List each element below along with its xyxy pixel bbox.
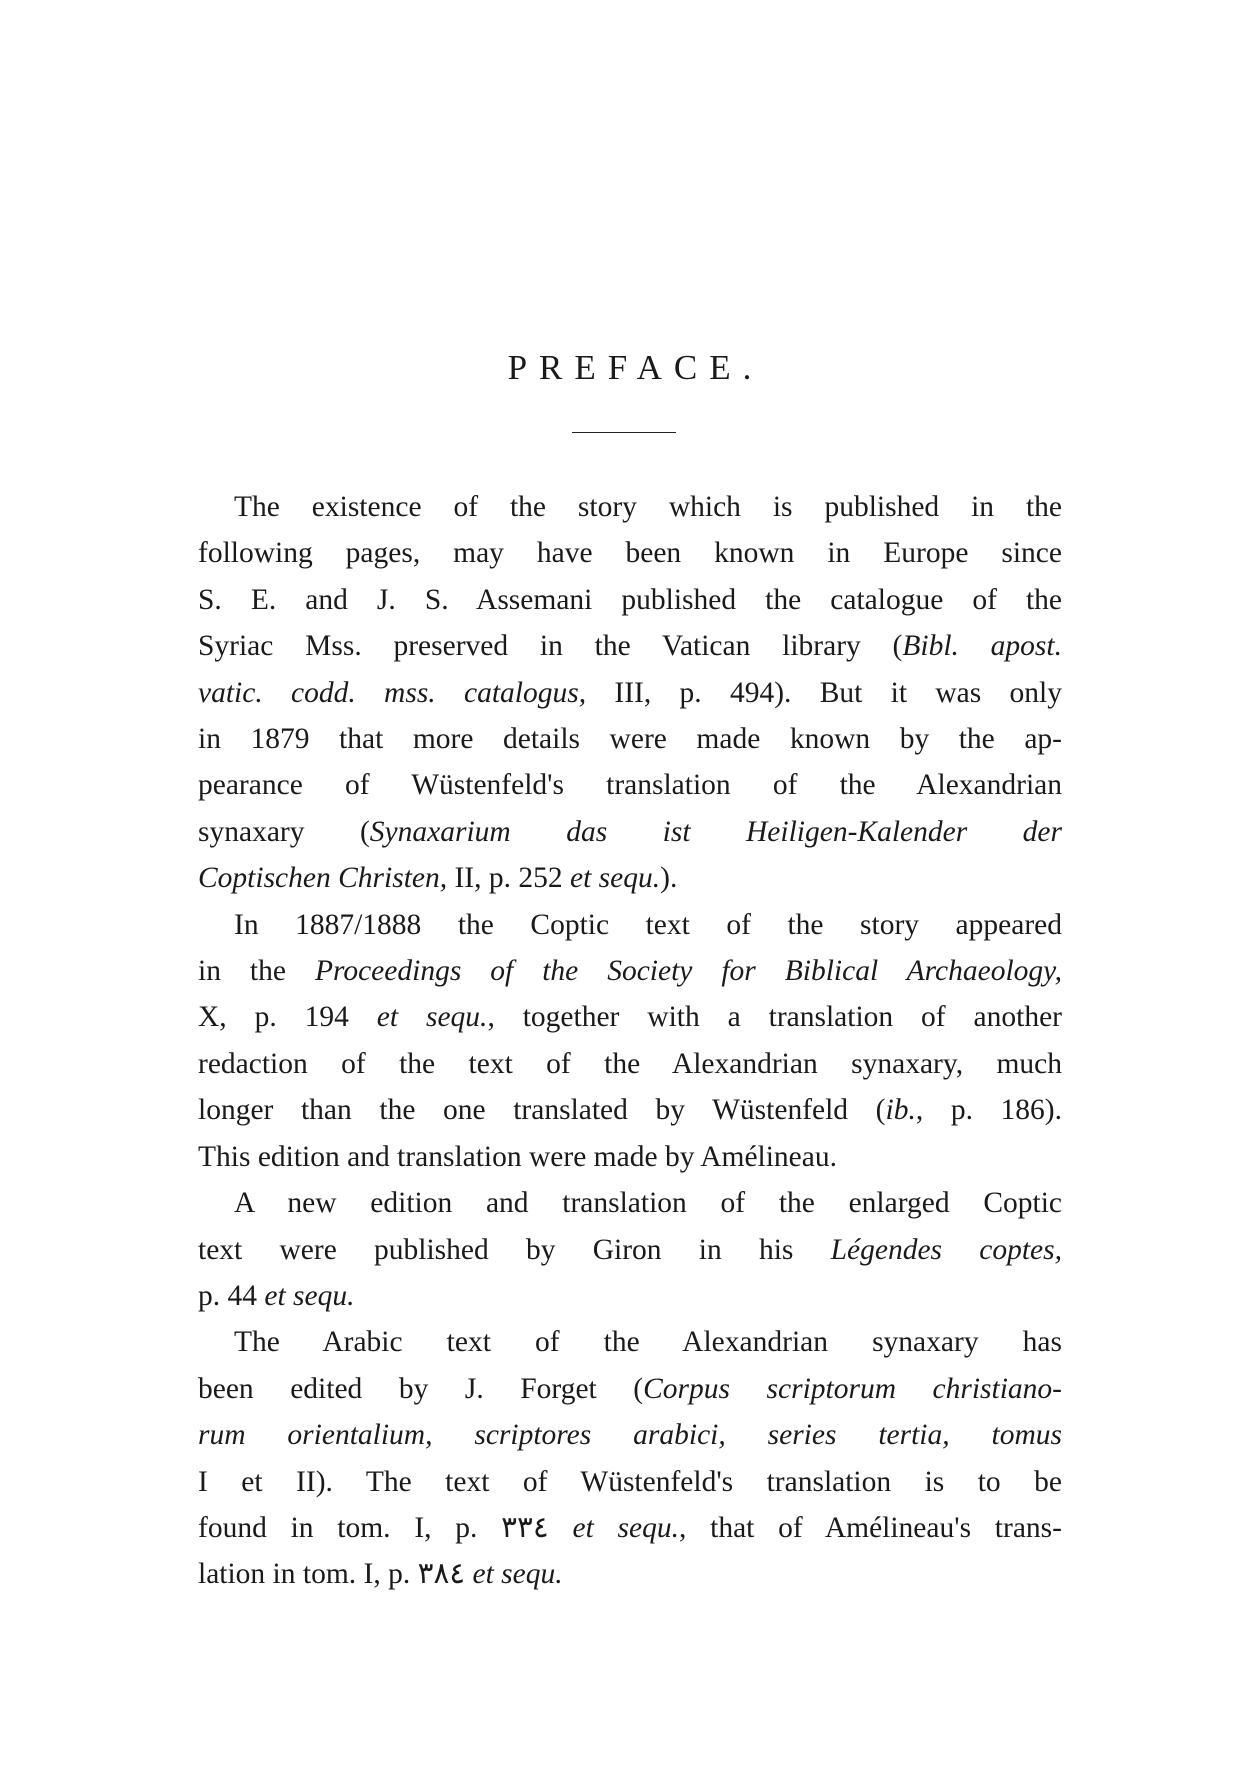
- text-line: [198, 902, 1062, 948]
- text-run: I et II). The text of Wüstenfeld's translation is to be: [198, 1465, 1062, 1498]
- text-line: [198, 623, 1062, 669]
- italic-text: et sequ.: [264, 1279, 355, 1312]
- text-line: [198, 1041, 1062, 1087]
- text-run: synaxary (: [198, 815, 370, 848]
- preface-paragraph: [198, 484, 1062, 902]
- italic-text: ib.: [885, 1094, 916, 1127]
- text-run: II, p. 252: [447, 862, 571, 895]
- text-line: [198, 762, 1062, 808]
- text-line: [198, 1412, 1062, 1458]
- italic-text: Synaxarium das ist Heiligen-Kalender der: [369, 815, 1062, 848]
- text-run: longer than the one translated by Wüstenfeld (: [198, 1094, 886, 1127]
- text-run: In 1887/1888 the Coptic text of the story appeared: [234, 908, 1062, 941]
- text-line: [198, 530, 1062, 576]
- italic-text: Coptischen Christen,: [198, 862, 448, 895]
- text-run: , p. 186).: [915, 1094, 1062, 1127]
- italic-text: Corpus scriptorum christiano-: [643, 1372, 1062, 1405]
- text-run: Syriac Mss. preserved in the Vatican library (: [198, 630, 903, 663]
- text-run: in 1879 that more details were made known by the ap-: [198, 723, 1062, 756]
- text-run: redaction of the text of the Alexandrian synaxary, much: [198, 1047, 1062, 1080]
- text-run: This edition and translation were made by Amélineau.: [198, 1140, 837, 1173]
- text-run: found in tom. I, p. ٣٣٤: [198, 1511, 573, 1544]
- text-line: [198, 1459, 1062, 1505]
- text-run: X, p. 194: [198, 1001, 377, 1034]
- text-line: [198, 948, 1062, 994]
- preface-paragraph: [198, 1319, 1062, 1597]
- preface-paragraph: [198, 1180, 1062, 1319]
- preface-body: [198, 484, 1062, 1598]
- text-run: S. E. and J. S. Assemani published the catalogue of the: [198, 583, 1062, 616]
- text-line: [198, 809, 1062, 855]
- text-run: p. 44: [198, 1279, 265, 1312]
- text-run: pearance of Wüstenfeld's translation of the Alexandrian: [198, 769, 1062, 802]
- italic-text: Légendes coptes,: [830, 1233, 1062, 1266]
- text-run: lation in tom. I, p. ٣٨٤: [198, 1558, 473, 1591]
- text-line: [198, 484, 1062, 530]
- text-run: in the: [198, 955, 315, 988]
- text-line: [198, 1180, 1062, 1226]
- text-line: [198, 1087, 1062, 1133]
- text-run: following pages, may have been known in Europe since: [198, 537, 1062, 570]
- text-run: III, p. 494). But it was only: [586, 676, 1062, 709]
- text-run: been edited by J. Forget (: [198, 1372, 644, 1405]
- italic-text: et sequ.: [376, 1001, 488, 1034]
- italic-text: et sequ.: [472, 1558, 563, 1591]
- text-line: [198, 855, 1062, 901]
- text-line: [198, 1227, 1062, 1273]
- text-line: [198, 716, 1062, 762]
- text-line: [198, 994, 1062, 1040]
- italic-text: et sequ.: [570, 862, 661, 895]
- italic-text: et sequ.: [572, 1511, 679, 1544]
- text-line: [198, 1551, 1062, 1597]
- text-run: ).: [660, 862, 678, 895]
- text-line: [198, 577, 1062, 623]
- text-line: [198, 1134, 1062, 1180]
- italic-text: vatic. codd. mss. catalogus,: [198, 676, 587, 709]
- italic-text: rum orientalium, scriptores arabici, series tertia, tomus: [198, 1419, 1062, 1452]
- page-title: PREFACE.: [507, 348, 764, 387]
- preface-paragraph: [198, 902, 1062, 1180]
- text-line: [198, 1319, 1062, 1365]
- text-line: [198, 670, 1062, 716]
- text-line: [198, 1273, 1062, 1319]
- text-run: The Arabic text of the Alexandrian synaxary has: [234, 1326, 1062, 1359]
- text-line: [198, 1505, 1062, 1551]
- title-rule: [572, 432, 676, 433]
- text-line: [198, 1366, 1062, 1412]
- text-run: , together with a translation of another: [487, 1001, 1062, 1034]
- text-run: , that of Amélineau's trans-: [678, 1511, 1062, 1544]
- text-run: text were published by Giron in his: [198, 1233, 831, 1266]
- italic-text: Proceedings of the Society for Biblical Archaeology,: [314, 955, 1062, 988]
- text-run: A new edition and translation of the enlarged Coptic: [234, 1187, 1062, 1220]
- italic-text: Bibl. apost.: [902, 630, 1062, 663]
- text-run: The existence of the story which is published in the: [234, 491, 1062, 523]
